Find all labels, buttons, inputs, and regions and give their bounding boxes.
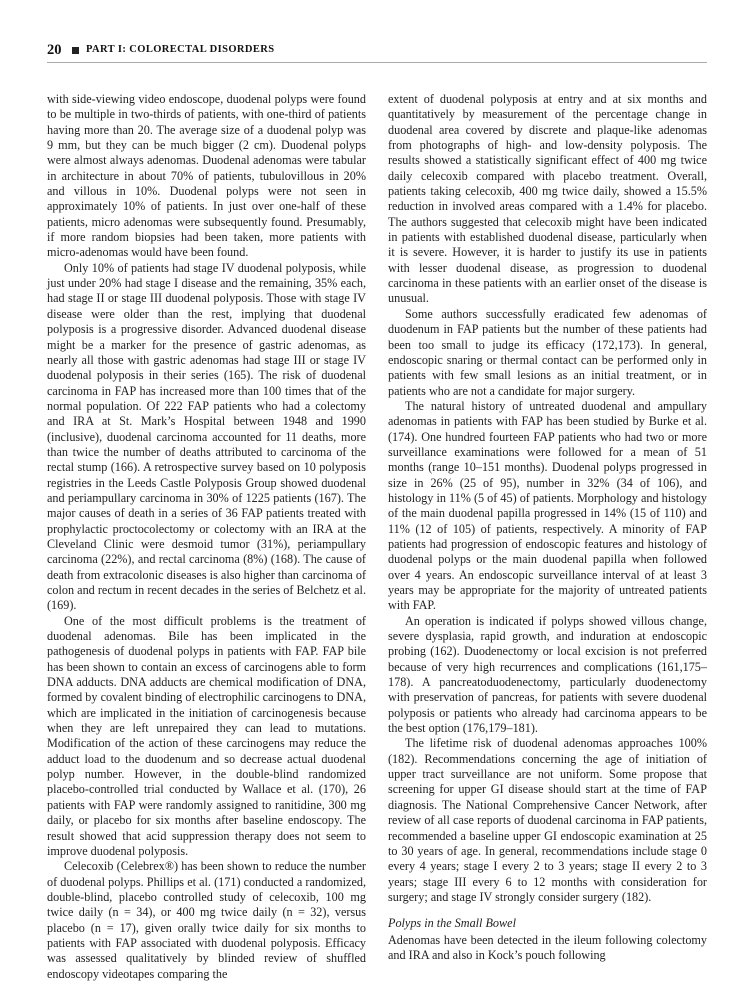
paragraph: The natural history of untreated duodenal and ampullary adenomas in patients with FAP has been studied by Burke et al. (174). One hundred fourteen FAP patients who had two or more surveillance examinations were followed for a mean of 51 months (range 10–151 months). Duodenal polyps progressed in size in 26% (25 of 95), number in 32% (34 of 106), and histology in 11% (5 of 45) of patients. Morphology and histology of the main duodenal papilla progressed in 14% (15 of 110) and 11% (12 of 105) of patients, respectively. A minority of FAP patients had progression of endoscopic features and histology of duodenal polyps or the main duodenal papilla when followed over 4 years. An endoscopic surveillance interval of at least 3 years may be appropriate for the majority of untreated patients with FAP. [388,398,707,613]
section-subheading: Polyps in the Small Bowel [388,916,516,931]
left-column [47,92,366,982]
header-rule [47,62,707,63]
header-square-icon [72,47,79,54]
running-header [47,40,707,60]
paragraph: with side-viewing video endoscope, duodenal polyps were found to be multiple in two-thirds of patients, with one-third of patients having more than 20. The average size of a duodenal polyp was 9 mm, but they can be much bigger (2 cm). Duodenal polyps were almost always adenomas. Duodenal adenomas were tabular in architecture in about 70% of patients, tubulovillous in 20% and villous in 10%. Duodenal polyps were not seen in approximately 10% of patients. In just over one-half of these patients, micro adenomas were subsequently found. Presumably, if more random biopsies had been taken, more patients with micro-adenomas would have been found. [47,92,366,260]
paragraph: extent of duodenal polyposis at entry and at six months and quantitatively by measurement of the percentage change in duodenal area covered by discrete and plaque-like adenomas from photographs of high- and low-density polyposis. The results showed a statistically significant effect of 400 mg twice daily celecoxib compared with placebo treatment. Overall, patients taking celecoxib, 400 mg twice daily, showed a 15.5% reduction in involved areas compared with a 1.4% for placebo. The authors suggested that celecoxib might have been indicated in patients with established duodenal disease, particularly when it is severe. However, it is harder to justify its use in patients with lesser duodenal disease, as progression to duodenal carcinoma in these patients with an earlier onset of the disease is unusual. [388,92,707,306]
right-column [388,92,707,963]
paragraph: Only 10% of patients had stage IV duodenal polyposis, while just under 20% had stage I disease and the remaining, 35% each, had stage II or stage III duodenal polyposis. Those with stage IV disease were older than the rest, implying that duodenal polyposis is a progressive disorder. Advanced duodenal disease might be a marker for the presence of gastric adenomas, as nearly all those with gastric adenomas had stage III or stage IV duodenal polyposis in their series (165). The risk of duodenal carcinoma in FAP has increased more than 100 times that of the normal population. Of 222 FAP patients who had a colectomy and IRA at St. Mark’s Hospital between 1948 and 1990 (inclusive), duodenal carcinoma accounted for 11 deaths, more than twice the number of deaths attributed to carcinoma of the rectal stump (166). A retrospective survey based on 10 polyposis registries in the Leeds Castle Polyposis Group showed duodenal and periampullary carcinoma in 30% of 1225 patients (167). The major causes of death in a series of 36 FAP patients treated with prophylactic proctocolectomy or colectomy with an IRA at the Cleveland Clinic were desmoid tumor (31%), periampullary carcinoma (22%), and rectal carcinoma (8%) (168). The cause of death from extracolonic diseases is also higher than carcinoma of colon and rectum in recent decades in the series of Belchetz et al. (169). [47,260,366,613]
paragraph: The lifetime risk of duodenal adenomas approaches 100% (182). Recommendations concerning the age of initiation of upper tract surveillance are not uniform. Some propose that screening for upper GI disease should start at the time of FAP diagnosis. The National Comprehensive Cancer Network, after review of all case reports of duodenal carcinoma in FAP patients, recommended a baseline upper GI endoscopic examination at 25 to 30 years of age. In general, recommendations include stage 0 every 4 years; stage I every 2 to 3 years; stage II every 2 to 3 years; stage III every 6 to 12 months with consideration for surgery; and stage IV strongly consider surgery (182). [388,736,707,904]
page-number: 20 [47,42,62,58]
paragraph: Celecoxib (Celebrex®) has been shown to reduce the number of duodenal polyps. Phillips et al. (171) conducted a randomized, double-blind, placebo controlled study of celecoxib, 100 mg twice daily (n = 34), or 400 mg twice daily (n = 32), versus placebo (n = 17), given orally twice daily for six months to patients with FAP associated with duodenal polyposis. Efficacy was assessed qualitatively by blinded review of shuffled endoscopy videotapes comparing the [47,859,366,981]
paragraph: An operation is indicated if polyps showed villous change, severe dysplasia, rapid growth, and induration at endoscopic probing (162). Duodenectomy or local excision is not preferred because of very high recurrences and complications (161,175–178). A pancreatoduodenectomy, particularly duodenectomy with preservation of pancreas, for patients with severe duodenal polyposis or patients who already had carcinoma appears to be the best option (176,179–181). [388,613,707,736]
paragraph: One of the most difficult problems is the treatment of duodenal adenomas. Bile has been implicated in the pathogenesis of duodenal polyps in patients with FAP. FAP bile has been shown to contain an excess of carcinogens able to form DNA adducts. DNA adducts are chemical modification of DNA, formed by covalent binding of electrophilic carcinogens to DNA, which are implicated in the initiation of carcinogenesis because when they are left unrepaired they can lead to mutations. Modification of the action of these carcinogens may reduce the adduct load to the duodenum and so decrease actual duodenal polyp number. However, in the double-blind randomized placebo-controlled trial conducted by Wallace et al. (170), 26 patients with FAP were randomly assigned to ranitidine, 300 mg daily, or placebo for six months after baseline endoscopy. The result showed that acid suppression therapy does not seem to improve duodenal polyposis. [47,613,366,858]
paragraph: Adenomas have been detected in the ileum following colectomy and IRA and also in Kock’s pouch following [388,932,707,962]
part-title: PART I: COLORECTAL DISORDERS [86,44,275,55]
paragraph: Some authors successfully eradicated few adenomas of duodenum in FAP patients but the number of these patients had been too small to judge its efficacy (172,173). In general, endoscopic snaring or thermal contact can be performed only in patients with few small lesions as an initial treatment, or in patients who are not a candidate for major surgery. [388,306,707,398]
